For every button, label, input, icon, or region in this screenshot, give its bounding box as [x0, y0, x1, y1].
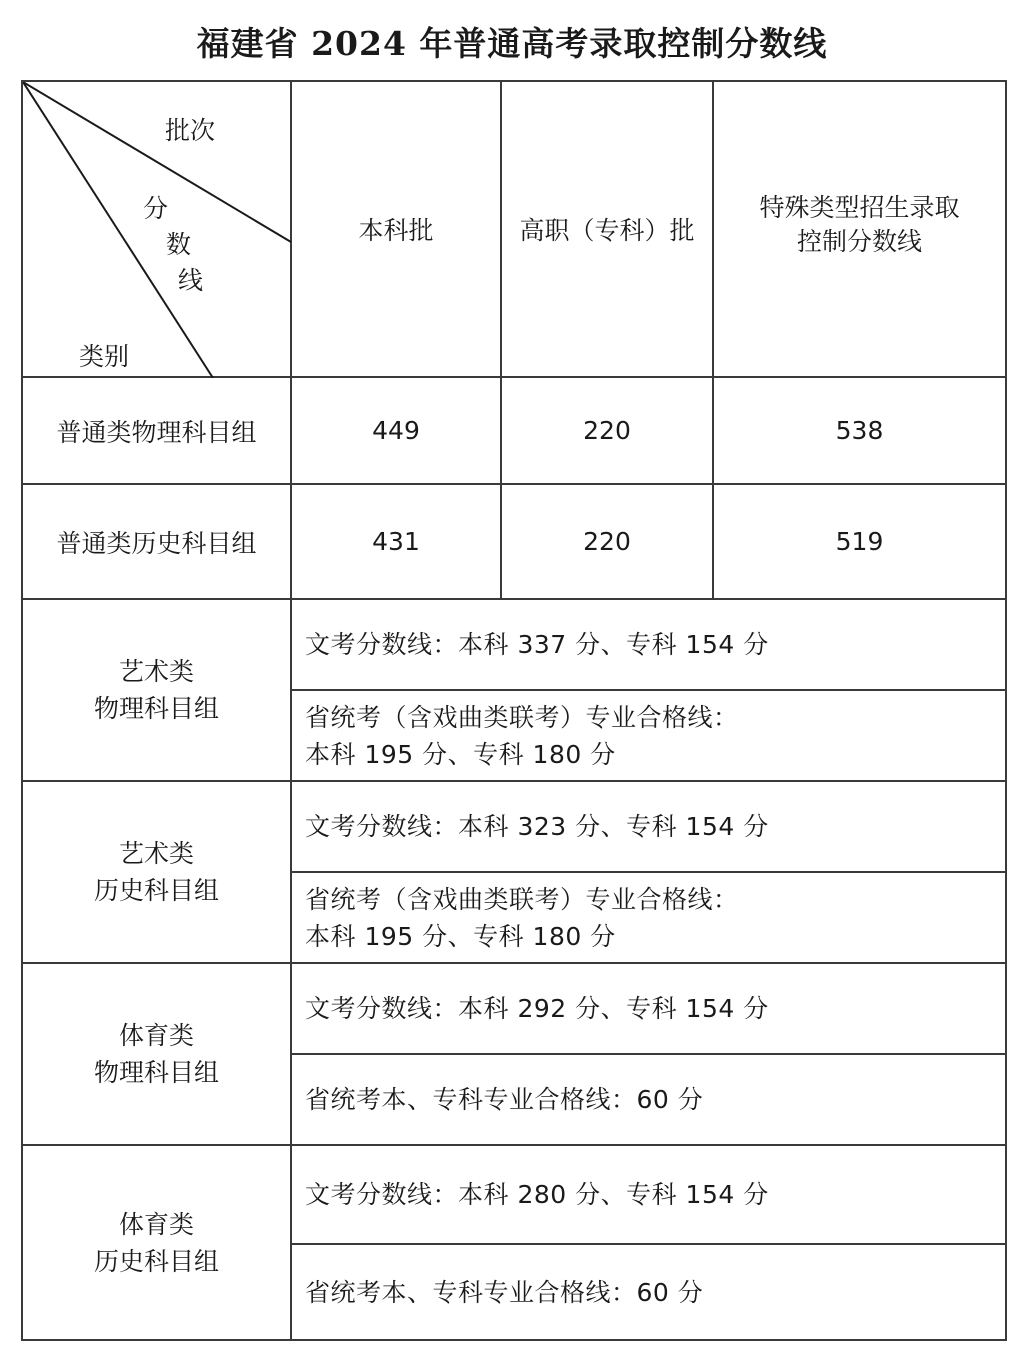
- row-label-sports-history: [22, 1145, 291, 1340]
- vocational-score: 220: [501, 484, 713, 599]
- culture-score-line: 文考分数线：本科 337 分、专科 154 分: [291, 599, 1006, 690]
- header-undergrad: 本科批: [291, 81, 501, 377]
- table-row: [22, 484, 1006, 599]
- professional-pass-line: 省统考本、专科专业合格线：60 分: [291, 1054, 1006, 1145]
- special-score: 538: [713, 377, 1006, 484]
- diag-label-xian: 线: [178, 266, 204, 295]
- header-special: [713, 81, 1006, 377]
- label-line2: 物理科目组: [93, 1058, 219, 1087]
- score-table: [21, 80, 1007, 1341]
- culture-score-line: 文考分数线：本科 280 分、专科 154 分: [291, 1145, 1006, 1244]
- culture-score-line: 文考分数线：本科 323 分、专科 154 分: [291, 781, 1006, 872]
- diag-label-fen: 分: [143, 194, 169, 223]
- label-line2: 历史科目组: [93, 876, 219, 905]
- detail-line2: 本科 195 分、专科 180 分: [305, 921, 616, 951]
- row-label-art-physics: [22, 599, 291, 781]
- label-line1: 艺术类: [118, 657, 194, 686]
- label-line1: 体育类: [118, 1209, 194, 1239]
- table-row: [22, 1145, 1006, 1244]
- label-line2: 物理科目组: [93, 694, 219, 723]
- row-label: 普通类物理科目组: [22, 377, 291, 484]
- diagonal-header-cell: [22, 81, 291, 377]
- diagonal-lines: [23, 82, 292, 378]
- header-special-line1: 特殊类型招生录取: [759, 193, 960, 222]
- vocational-score: 220: [501, 377, 713, 484]
- page-title: 福建省 2024 年普通高考录取控制分数线: [196, 24, 828, 63]
- header-vocational: 高职（专科）批: [501, 81, 713, 377]
- row-label-art-history: [22, 781, 291, 963]
- professional-pass-line: 省统考本、专科专业合格线：60 分: [291, 1244, 1006, 1340]
- table-row: [22, 963, 1006, 1054]
- header-row: [22, 81, 1006, 377]
- diag-label-category: 类别: [79, 342, 130, 371]
- culture-score-line: 文考分数线：本科 292 分、专科 154 分: [291, 963, 1006, 1054]
- label-line1: 体育类: [118, 1021, 194, 1050]
- diag-label-shu: 数: [166, 230, 192, 259]
- detail-line1: 省统考（含戏曲类联考）专业合格线：: [305, 884, 739, 914]
- label-line1: 艺术类: [118, 839, 194, 868]
- detail-line2: 本科 195 分、专科 180 分: [305, 739, 616, 769]
- professional-pass-line: [291, 872, 1006, 963]
- table-row: [22, 377, 1006, 484]
- diag-label-batch: 批次: [165, 116, 216, 145]
- undergrad-score: 449: [291, 377, 501, 484]
- detail-line1: 省统考（含戏曲类联考）专业合格线：: [305, 702, 739, 732]
- undergrad-score: 431: [291, 484, 501, 599]
- label-line2: 历史科目组: [93, 1246, 219, 1276]
- row-label-sports-physics: [22, 963, 291, 1145]
- header-special-line2: 控制分数线: [796, 227, 922, 256]
- table-row: [22, 781, 1006, 872]
- row-label: 普通类历史科目组: [22, 484, 291, 599]
- professional-pass-line: [291, 690, 1006, 781]
- special-score: 519: [713, 484, 1006, 599]
- table-row: [22, 599, 1006, 690]
